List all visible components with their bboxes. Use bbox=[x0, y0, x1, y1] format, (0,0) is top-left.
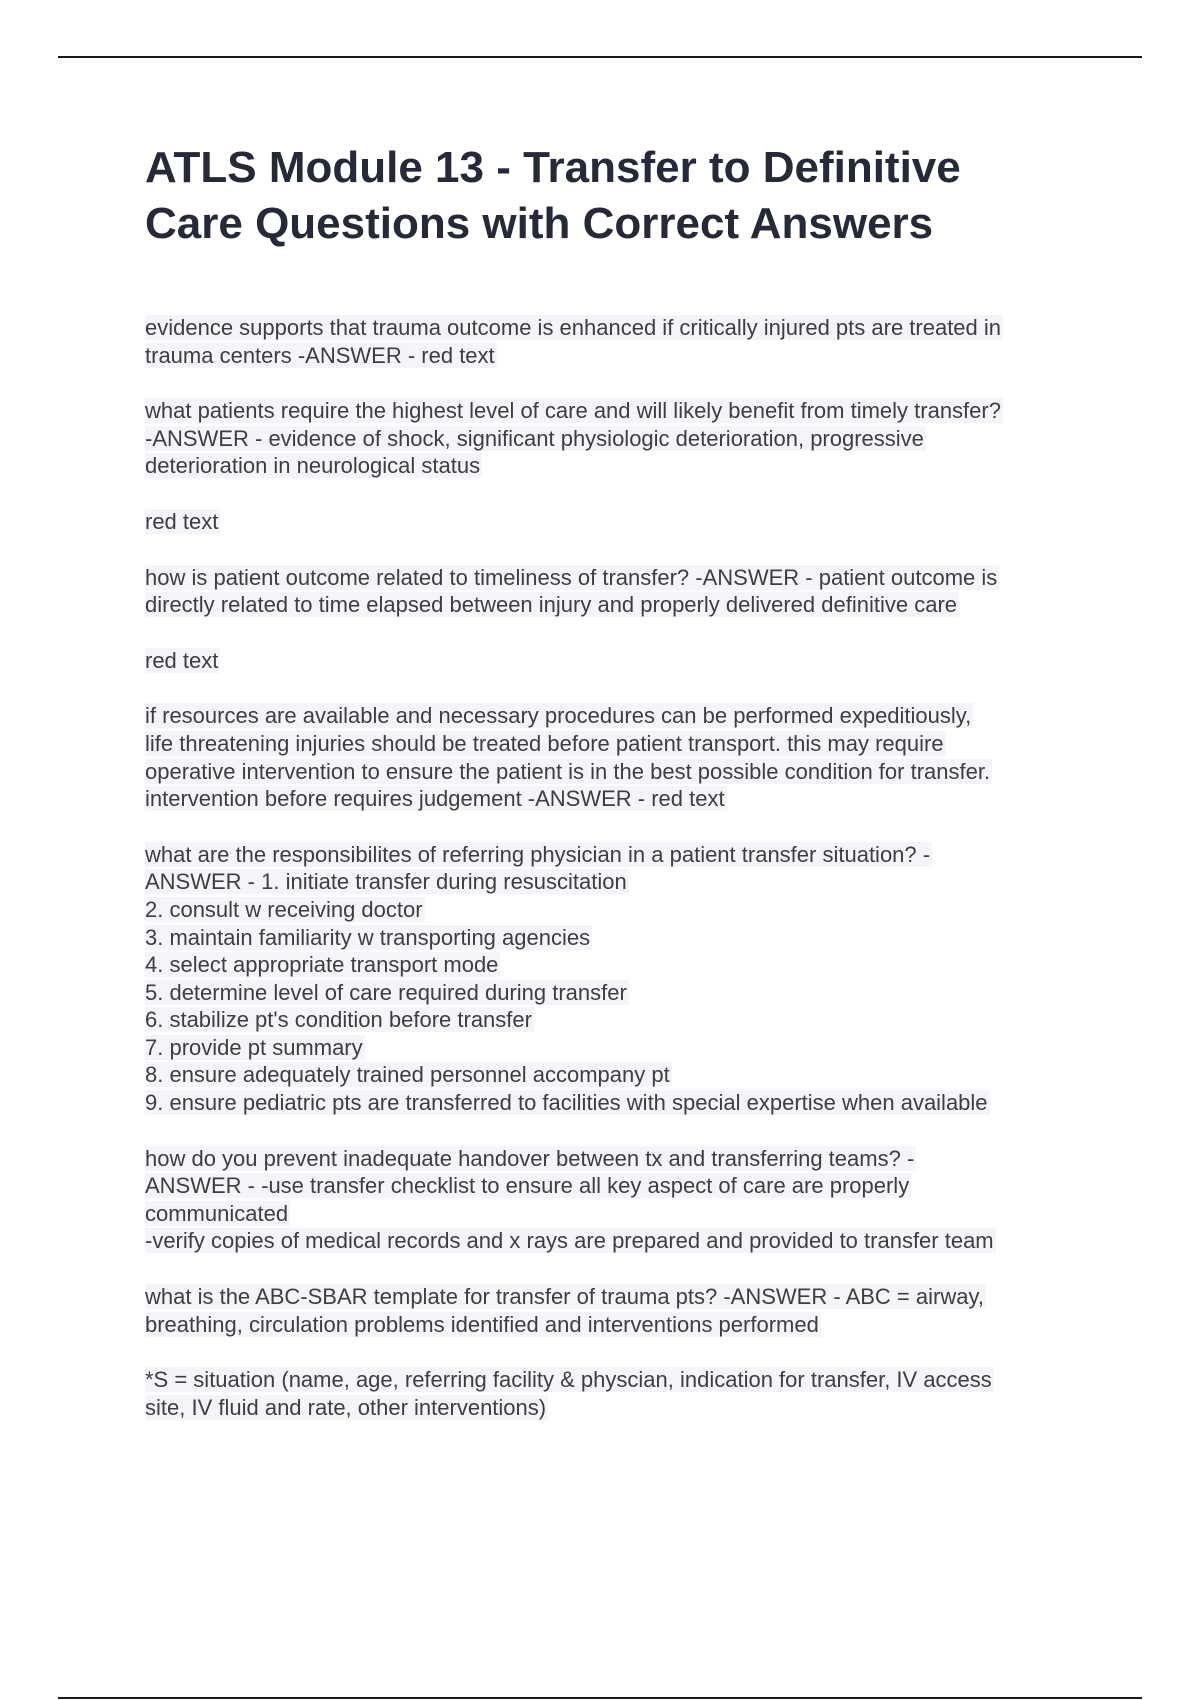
bottom-rule bbox=[58, 1697, 1142, 1699]
entry-text-line: ANSWER - -use transfer checklist to ensure all key aspect of care are properly bbox=[145, 1173, 910, 1199]
title-line: ATLS Module 13 - Transfer to Definitive bbox=[145, 143, 961, 192]
document-title bbox=[145, 140, 1105, 252]
document-content bbox=[145, 140, 1105, 1449]
entry-text-line: how is patient outcome related to timeliness of transfer? -ANSWER - patient outcome is bbox=[145, 564, 998, 590]
entry-text-line: 3. maintain familiarity w transporting agencies bbox=[145, 924, 591, 950]
entry-text-line: 9. ensure pediatric pts are transferred to facilities with special expertise when available bbox=[145, 1090, 988, 1116]
entry-text-line: breathing, circulation problems identified and interventions performed bbox=[145, 1311, 819, 1337]
qa-entry bbox=[145, 1145, 1105, 1255]
entry-text-line: evidence supports that trauma outcome is enhanced if critically injured pts are treated in bbox=[145, 315, 1002, 340]
entry-text-line: ANSWER - 1. initiate transfer during resuscitation bbox=[145, 869, 627, 895]
entry-text-line: *S = situation (name, age, referring facility & physcian, indication for transfer, IV access bbox=[145, 1367, 992, 1393]
entry-text-line: what patients require the highest level of care and will likely benefit from timely transfer? bbox=[145, 398, 1001, 424]
entry-text-line: site, IV fluid and rate, other interventions) bbox=[145, 1394, 547, 1420]
qa-entry bbox=[145, 564, 1105, 619]
entry-text-line: intervention before requires judgement -ANSWER - red text bbox=[145, 786, 725, 812]
entry-text-line: -verify copies of medical records and x rays are prepared and provided to transfer team bbox=[145, 1228, 994, 1254]
entry-text-line: 6. stabilize pt's condition before transfer bbox=[145, 1007, 532, 1033]
qa-entry bbox=[145, 647, 1105, 675]
entry-text-line: deterioration in neurological status bbox=[145, 453, 481, 479]
entry-text-line: 4. select appropriate transport mode bbox=[145, 952, 499, 978]
entry-text-line: red text bbox=[145, 647, 219, 673]
top-rule bbox=[58, 56, 1142, 58]
qa-entry bbox=[145, 841, 1105, 1117]
entry-text-line: 8. ensure adequately trained personnel accompany pt bbox=[145, 1062, 670, 1088]
entry-text-line: 2. consult w receiving doctor bbox=[145, 896, 423, 922]
qa-entry bbox=[145, 1283, 1105, 1338]
entry-text-line: if resources are available and necessary procedures can be performed expeditiously, bbox=[145, 703, 972, 729]
qa-entry bbox=[145, 702, 1105, 812]
entry-text-line: trauma centers -ANSWER - red text bbox=[145, 342, 495, 368]
entry-text-line: life threatening injuries should be treated before patient transport. this may require bbox=[145, 730, 944, 756]
qa-entry bbox=[145, 314, 1105, 369]
entry-text-line: red text bbox=[145, 508, 219, 534]
title-line: Care Questions with Correct Answers bbox=[145, 199, 934, 248]
entry-text-line: -ANSWER - evidence of shock, significant physiologic deterioration, progressive bbox=[145, 425, 924, 451]
entry-text-line: what is the ABC-SBAR template for transfer of trauma pts? -ANSWER - ABC = airway, bbox=[145, 1284, 984, 1310]
entry-text-line: directly related to time elapsed between injury and properly delivered definitive care bbox=[145, 592, 958, 618]
qa-entry bbox=[145, 508, 1105, 536]
qa-entry bbox=[145, 397, 1105, 480]
entry-text-line: operative intervention to ensure the patient is in the best possible condition for transfer. bbox=[145, 758, 991, 784]
qa-entry bbox=[145, 1366, 1105, 1421]
entry-text-line: 5. determine level of care required during transfer bbox=[145, 979, 627, 1005]
entry-text-line: communicated bbox=[145, 1200, 289, 1226]
entry-text-line: 7. provide pt summary bbox=[145, 1034, 363, 1060]
entry-text-line: what are the responsibilites of referring physician in a patient transfer situation? - bbox=[145, 841, 931, 867]
entry-text-line: how do you prevent inadequate handover between tx and transferring teams? - bbox=[145, 1145, 915, 1171]
